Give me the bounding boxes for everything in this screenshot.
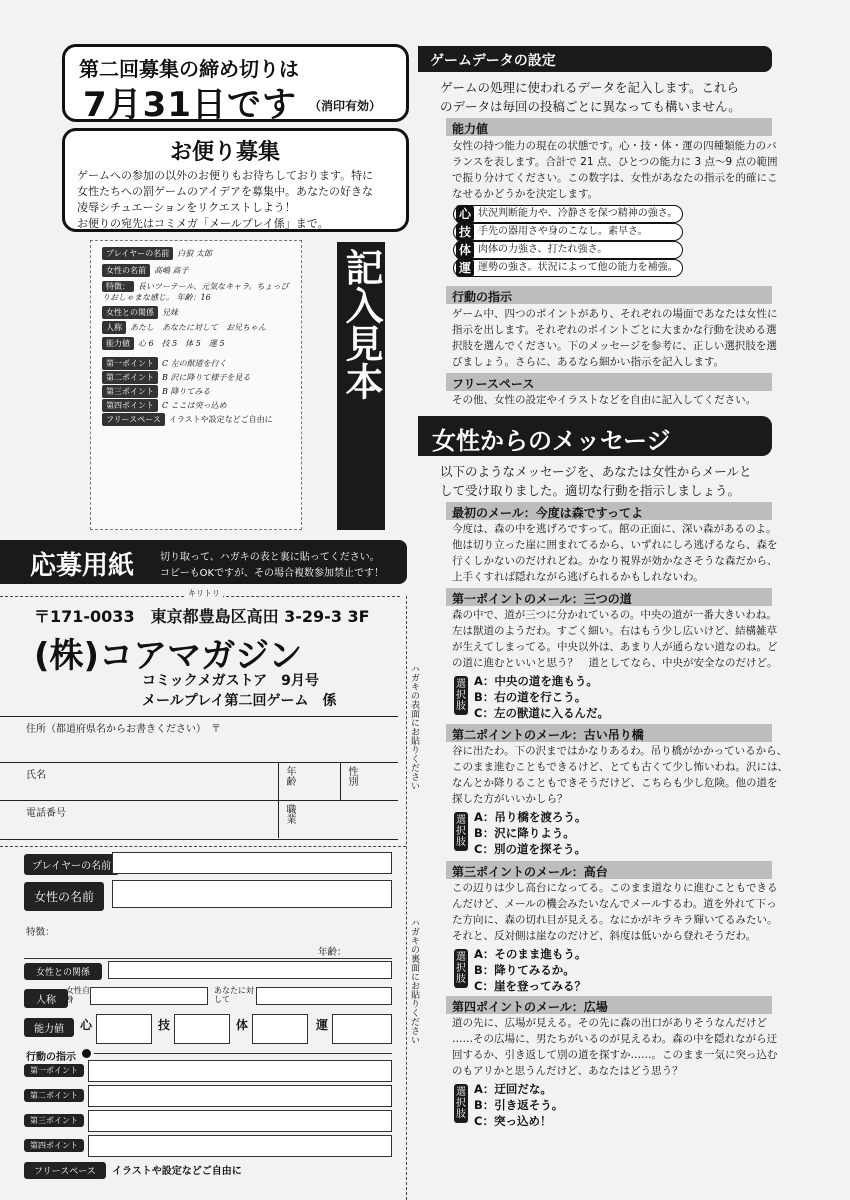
deadline-box: [62, 44, 409, 125]
letters-line-1: ゲームへの参加の以外のお便りもお待ちしております。特に: [77, 169, 374, 182]
action-heading: 行動の指示: [446, 286, 772, 304]
mail-line: んだけど、メールの機会みたいなんでメールするわ。道を外れて下っ: [452, 898, 777, 910]
letters-box: [62, 128, 409, 232]
point-2-field[interactable]: [88, 1085, 392, 1107]
gamedata-title-bar: [418, 46, 772, 72]
choice-option: B：右の道を行こう。: [474, 690, 587, 704]
job-label: 職業: [284, 804, 295, 824]
sample-row: 第二ポイント B 沢に降りて様子を見る: [102, 371, 250, 384]
mail-heading: 最初のメール：今度は森ですってよ: [446, 502, 772, 520]
mail-line: 回するか、引き返して別の道を探すか……。このまま一気に突っ込む: [452, 1049, 778, 1061]
sample-row: フリースペース イラストや設定などご自由に: [102, 413, 273, 426]
choice-option: B：降りてみるか。: [474, 963, 575, 977]
stat-label-2: 技: [158, 1018, 171, 1032]
mail-line: 森の中で、道が三つに分かれているの。中央の道が一番大きいわね。: [452, 609, 777, 621]
action-label: 行動の指示: [26, 1052, 76, 1063]
messages-title-bar: [418, 416, 772, 456]
point-2-tag: 第二ポイント: [24, 1089, 84, 1102]
girl-name-tag: 女性の名前: [24, 882, 104, 911]
choice-option: C：別の道を探そう。: [474, 842, 586, 856]
point-1-field[interactable]: [88, 1060, 392, 1082]
free-space-field[interactable]: [24, 1178, 392, 1196]
sample-vertical-title: 記入見本: [337, 242, 385, 530]
deadline-line1: 第二回募集の締め切りは: [79, 57, 299, 81]
application-header: [0, 540, 407, 584]
sample-row: 第一ポイント C 左の獣道を行く: [102, 357, 227, 370]
choice-option: A：迂回だな。: [474, 1082, 552, 1096]
point-1-tag: 第一ポイント: [24, 1064, 84, 1077]
letters-line-2: 女性たちへの罰ゲームのアイデアを募集中。あなたの好きな: [77, 185, 374, 198]
choice-tag: 選択肢: [454, 812, 468, 851]
person-tag: 人称: [24, 989, 68, 1008]
messages-intro-2: して受け取りました。適切な行動を指示しましょう。: [440, 483, 741, 498]
girl-name-field[interactable]: [112, 880, 392, 908]
choice-tag: 選択肢: [454, 1084, 468, 1123]
ability-text-4: なせるかどうかを決定します。: [452, 188, 599, 200]
stat-field-2[interactable]: [174, 1014, 230, 1044]
address-field[interactable]: [0, 718, 398, 762]
choice-option: C：崖を登ってみる？: [474, 979, 586, 993]
stat-field-4[interactable]: [332, 1014, 392, 1044]
relation-field[interactable]: [108, 961, 392, 979]
sample-row: 特徴： 長いツーテール、元気なキャラ。ちょっぴりおしゃまな感じ。 年齢：16: [102, 282, 289, 302]
relation-tag: 女性との関係: [24, 963, 102, 980]
dept-line-1: コミックメガストア 9月号: [142, 673, 319, 689]
mail-line: この辺りは少し高台になってる。このまま道なりに進むこともできる: [452, 882, 778, 894]
choice-option: A：吊り橋を渡ろう。: [474, 810, 587, 824]
action-text-4: びましょう。さらに、あるなら細かい指示を記入します。: [452, 356, 725, 368]
stat-mind: 心 状況判断能力や、冷静さを保つ精神の強さ。: [453, 205, 683, 223]
ability-text-1: 女性の持つ能力の現在の状態です。心・技・体・運の四種類能力のバ: [452, 140, 777, 152]
postal-address: 〒171-0033 東京都豊島区高田 3-29-3 3F: [34, 607, 370, 626]
sample-row: 能力値 心 6 技 5 体 5 運 5: [102, 337, 225, 350]
ability-text-3: で振り分けてください。この数字は、女性があなたの指示を的確にこ: [452, 172, 778, 184]
mail-line: 左は獣道のようだわ。すごく細い。右はもう少し広いけど、結構雑草: [452, 625, 778, 637]
deadline-date: 7月31日です: [83, 85, 297, 125]
mail-line: 探した方がいいかしら？: [452, 793, 568, 805]
action-text-3: 択肢を選んでください。下のメッセージを参考に、正しい選択肢を選: [452, 340, 777, 352]
side-note-front: ハガキの表面にお貼りください: [409, 664, 419, 790]
player-tag: プレイヤーの名前: [24, 854, 119, 875]
mail-line: 行くしかないのだけれどね。かなり視界が効かなさそうな森だから、: [452, 555, 778, 567]
point-3-tag: 第三ポイント: [24, 1114, 84, 1127]
name-label: 氏名: [26, 770, 46, 781]
choice-tag: 選択肢: [454, 676, 468, 715]
feature-label: 特徴：: [26, 927, 55, 938]
sample-row: プレイヤーの名前 白狼 太郎: [102, 247, 212, 260]
mail-heading: 第四ポイントのメール：広場: [446, 996, 772, 1014]
stat-field-1[interactable]: [96, 1014, 152, 1044]
letters-line-4: お便りの宛先はコミメガ「メールプレイ係」まで。: [77, 217, 329, 230]
mail-line: 谷に出たわ。下の沢まではかなりあるわ。吊り橋がかかっているから、: [452, 745, 788, 757]
choice-option: C：突っ込め！: [474, 1114, 552, 1128]
cut-line-vertical: [406, 596, 407, 1200]
mail-line: それと、反対側は崖なのだけど、斜度は低いから登れそうだわ。: [452, 930, 757, 942]
action-text-1: ゲーム中、四つのポイントがあり、それぞれの場面であなたは女性に: [452, 308, 778, 320]
sex-label: 性別: [346, 766, 357, 786]
point-3-field[interactable]: [88, 1110, 392, 1132]
mail-line: が生えてしまってる。中央以外は、あまり人が通らない道なのね。ど: [452, 641, 778, 653]
free-space-hint: イラストや設定などご自由に: [112, 1166, 242, 1177]
stat-field-3[interactable]: [252, 1014, 308, 1044]
mail-line: 道の先に、広場が見える。その先に森の出口がありそうなんだけど: [452, 1017, 767, 1029]
age-label: 年齢: [284, 766, 295, 786]
mail-line: のもアリかと思うんだけど、あなたはどう思う？: [452, 1065, 683, 1077]
to-you-field[interactable]: [256, 987, 392, 1005]
stat-body: 体 肉体の力強さ、打たれ強さ。: [453, 241, 683, 259]
mail-line: 上手くすれば隠れながら逃げられるかもしれないわ。: [452, 571, 704, 583]
application-note-2: コピーもOKですが、その場合複数参加禁止です！: [160, 568, 385, 579]
mail-heading: 第一ポイントのメール：三つの道: [446, 588, 772, 606]
mail-line: なんとか降りることもできそうだけど、こちらも少し危険。他の道を: [452, 777, 778, 789]
messages-intro-1: 以下のようなメッセージを、あなたは女性からメールと: [440, 464, 752, 479]
mail-line: このまま進むこともできるけど、とても古くて少し怖いわね。沢には、: [452, 761, 788, 773]
stat-luck: 運 運勢の強さ。状況によって他の能力を補強。: [453, 259, 683, 277]
sample-row: 第三ポイント B 降りてみる: [102, 385, 210, 398]
ability-tag: 能力値: [24, 1018, 74, 1037]
free-space-tag: フリースペース: [24, 1162, 106, 1179]
mail-line: の道に進むといいと思う？ 道としてなら、中央が安全なのだけど。: [452, 657, 778, 669]
messages-title: 女性からのメッセージ: [432, 427, 671, 455]
mail-line: た方向に、森の切れ目が見える。なにかがキラキラ輝いてるみたい。: [452, 914, 778, 926]
choice-option: B：沢に降りよう。: [474, 826, 575, 840]
mail-line: ……その広場に、男たちがいるのが見えるわ。森の中を隠れながら迂: [452, 1033, 778, 1045]
address-label: 住所（都道府県名からお書きください） 〒: [26, 724, 221, 735]
to-you-label: あなたに対して: [214, 986, 254, 1004]
sample-row: 女性の名前 高嶋 高子: [102, 264, 189, 277]
choice-option: A：中央の道を進もう。: [474, 674, 598, 688]
phone-label: 電話番号: [26, 808, 66, 819]
choice-option: A：そのまま進もう。: [474, 947, 587, 961]
stat-label-3: 体: [236, 1018, 249, 1032]
gamedata-intro-2: のデータは毎回の投稿ごとに異なっても構いません。: [440, 99, 741, 114]
player-field[interactable]: [112, 852, 392, 874]
action-bullet-icon: [82, 1049, 91, 1058]
name-field[interactable]: [0, 762, 278, 800]
ability-text-2: ランスを表します。合計で 21 点、ひとつの能力に 3 点～9 点の範囲: [452, 156, 778, 168]
cut-label: キリトリ: [185, 588, 223, 599]
letters-line-3: 凌辱シチュエーションをリクエストしよう！: [77, 201, 296, 214]
free-text: その他、女性の設定やイラストなどを自由に記入してください。: [452, 394, 757, 406]
deadline-note: （消印有効）: [309, 99, 382, 113]
application-note-1: 切り取って、ハガキの表と裏に貼ってください。: [160, 552, 380, 563]
mail-line: 他は切り立った崖に囲まれてるから、いずれにしろ逃げるなら、森を: [452, 539, 778, 551]
stat-skill: 技 手先の器用さや身のこなし。素早さ。: [453, 223, 683, 241]
mail-heading: 第二ポイントのメール：古い吊り橋: [446, 724, 772, 742]
company-name: (株)コアマガジン: [34, 636, 303, 676]
phone-field[interactable]: [0, 800, 278, 838]
mail-heading: 第三ポイントのメール：高台: [446, 861, 772, 879]
sample-row: 女性との関係 兄妹: [102, 306, 178, 319]
cut-line-2: [0, 846, 406, 847]
girl-self-field[interactable]: [90, 987, 208, 1005]
age2-label: 年齢：: [318, 947, 347, 958]
stat-label-4: 運: [316, 1018, 329, 1032]
action-text-2: 指示を出します。それぞれのポイントごとに大まかな行動を決める選: [452, 324, 777, 336]
dept-line-2: メールプレイ第二回ゲーム 係: [142, 693, 337, 709]
choice-tag: 選択肢: [454, 949, 468, 988]
sample-row: 第四ポイント C ここは突っ込め: [102, 399, 227, 412]
choice-option: C：左の獣道に入るんだ。: [474, 706, 609, 720]
mail-line: 今度は、森の中を逃げろですって。館の正面に、深い森があるのよ。: [452, 523, 777, 535]
girl-self-label: 女性自身: [66, 986, 90, 1004]
sample-row: 人称 あたし あなたに対して お兄ちゃん: [102, 321, 266, 334]
ability-heading: 能力値: [446, 118, 772, 136]
gamedata-intro-1: ゲームの処理に使われるデータを記入します。これら: [440, 80, 740, 95]
application-title: 応募用紙: [30, 551, 135, 581]
letters-title: お便り募集: [170, 140, 281, 165]
choice-option: B：引き返そう。: [474, 1098, 564, 1112]
gamedata-title: ゲームデータの設定: [430, 53, 556, 69]
point-4-tag: 第四ポイント: [24, 1139, 84, 1152]
side-note-back: ハガキの裏面にお貼りください: [409, 918, 419, 1044]
stat-label-1: 心: [80, 1018, 93, 1032]
point-4-field[interactable]: [88, 1135, 392, 1157]
action-line: [94, 1053, 392, 1054]
free-heading: フリースペース: [446, 373, 772, 391]
divider: [340, 762, 341, 800]
